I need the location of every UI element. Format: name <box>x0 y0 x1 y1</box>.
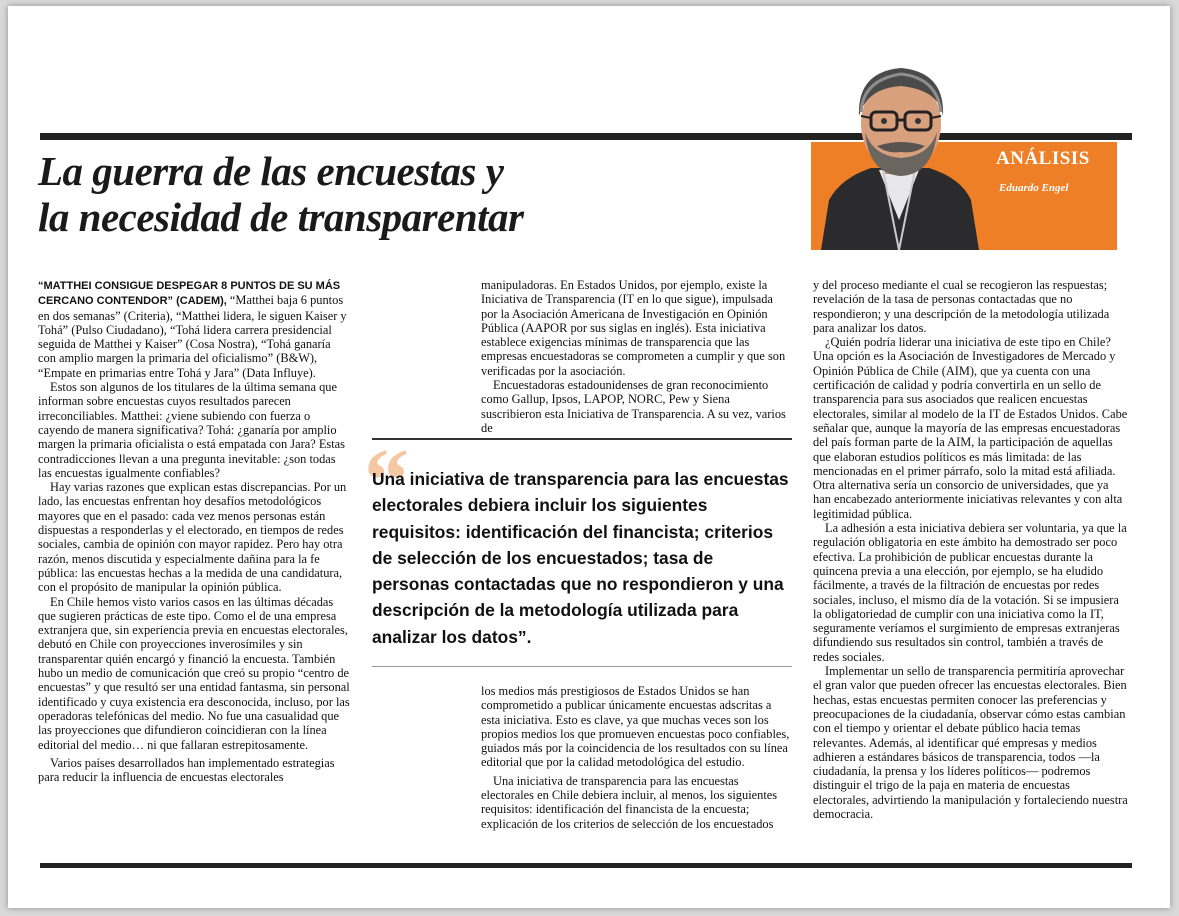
paragraph: y del proceso mediante el cual se recogieron las respuestas; revelación de la tasa de personas contactadas que no respondieron; y una descripción de la metodología utilizada para analizar los datos. <box>813 278 1110 335</box>
headline-line-2: la necesidad de transparentar <box>38 194 524 240</box>
lead-kicker: “MATTHEI CONSIGUE DESPEGAR 8 PUNTOS DE SU MÁS CERCANO CONTENDOR” (CADEM), <box>38 280 341 308</box>
section-label: ANÁLISIS <box>996 148 1090 169</box>
author-name: Eduardo Engel <box>999 182 1069 194</box>
pull-quote: Una iniciativa de transparencia para las encuestas electorales debiera incluir los siguientes requisitos: identificación del financista; criterios de selección de los encuestados; tasa de personas contactadas que no respondieron y una descripción de la metodología utilizada para analizar los datos”. <box>372 469 789 647</box>
lead-text: “Matthei baja 6 puntos en dos semanas” (Criteria), “Matthei lidera, le siguen Kaiser y Tohá” (Pulso Ciudadano), “Tohá lidera carrera presidencial seguida de Matthei y Kaiser” (Cosa Nostra), “Tohá ganaría con amplio margen la primaria del oficialismo” (B&W), “Empate en primarias entre Tohá y Jara” (Data Influye). <box>38 293 347 380</box>
paragraph: ¿Quién podría liderar una iniciativa de este tipo en Chile? Una opción es la Asociación de Investigadores de Mercado y Opinión Pública de Chile (AIM), que ya cuenta con una certificación de calidad y podría convertirla en un sello de transparencia para sus asociados que realicen encuestas electorales, similar al modelo de la IT de Estados Unidos. Cabe señalar que, aunque la mayoría de las empresas encuestadoras del país forman parte de la AIM, la participación de aquellas que elaboran estudios políticos es más limitada: de las mencionadas en el primer párrafo, solo la mitad está afiliada. Otra alternativa sería un consorcio de universidades, que ya han encabezado anteriormente iniciativas relevantes y con alta legitimidad pública. <box>813 335 1128 521</box>
quote-mark-icon: “ <box>364 431 409 530</box>
paragraph: En Chile hemos visto varios casos en las últimas décadas que sugieren prácticas de este tipo. Como el de una empresa extranjera que, sin experiencia previa en encuestas electorales, debutó en Chile con proyecciones inverosímiles y sin transparentar quién encargó y financió la encuesta. También hubo un medio de comunicación que creó su propio “centro de encuestas” y que resultó ser una entidad fantasma, sin personal identificado y cuya existencia era desconocida, incluso, por las operadoras telefónicas del medio. No fue una casualidad que las proyecciones que difundieron coincidieran con la línea editorial del medio… ni que fallaran estrepitosamente. <box>38 594 350 752</box>
bottom-rule <box>40 863 1132 868</box>
paragraph: La adhesión a esta iniciativa debiera ser voluntaria, ya que la regulación obligatoria en este ámbito ha demostrado ser poco efectiva. La prohibición de publicar encuestas durante la quincena previa a una elección, por ejemplo, se ha eludido fácilmente, a través de la filtración de encuestas por redes sociales, incluso, el mismo día de la votación. Si se impusiera la obligatoriedad de cumplir con una iniciativa como la IT, seguramente veríamos el surgimiento de empresas extranjeras difundiendo sus resultados sin control, también a través de redes sociales. <box>813 521 1127 664</box>
paragraph: los medios más prestigiosos de Estados Unidos se han comprometido a publicar únicamente encuestas adscritas a esta iniciativa. Esto es clave, ya que muchas veces son los propios medios los que promueven encuestas poco confiables, guiados más por la coincidencia de los resultados con su línea editorial que por la calidad metodológica del estudio. <box>481 684 790 770</box>
paragraph: Encuestadoras estadounidenses de gran reconocimiento como Gallup, Ipsos, LAPOP, NORC, Pew y Siena suscribieron esta Iniciativa de Transparencia. A su vez, varios de <box>481 378 786 435</box>
paragraph: Varios países desarrollados han implementado estrategias para reducir la influencia de encuestas electorales <box>38 755 335 785</box>
article-column-2-top <box>481 278 791 435</box>
paragraph: Hay varias razones que explican estas discrepancias. Por un lado, las encuestas enfrentan hoy desafíos metodológicos mayores que en el pasado: cada vez menos personas están dispuestas a responderlas y el electorado, en tiempos de redes sociales, cambia de opinión con mayor rapidez. Pero hay otra razón, menos discutida y especialmente dañina para la fe pública: las encuestas hechas a la medida de una candidatura, con el propósito de manipular la opinión pública. <box>38 480 347 595</box>
article-column-3 <box>813 278 1128 821</box>
pull-quote-top-rule <box>372 438 792 440</box>
article-column-2-bottom <box>481 684 791 831</box>
pull-quote-bottom-rule <box>372 666 792 667</box>
author-photo <box>811 50 986 250</box>
paragraph: Una iniciativa de transparencia para las encuestas electorales en Chile debiera incluir, al menos, los siguientes requisitos: identificación del financista de la encuesta; explicación de los criterios de selección de los encuestados <box>481 773 778 831</box>
paragraph: Estos son algunos de los titulares de la última semana que informan sobre encuestas cuyos resultados parecen irreconciliables. Matthei: ¿viene subiendo con fuerza o cayendo de manera significativa? Tohá: ¿ganaría por amplio margen la primaria oficialista o está empatada con Jara? Estas contradicciones llevan a una pregunta inevitable: ¿son todas las encuestas igualmente confiables? <box>38 380 345 480</box>
article-column-1 <box>38 278 350 784</box>
lead-paragraph <box>38 278 350 380</box>
headline <box>38 148 798 240</box>
paragraph: manipuladoras. En Estados Unidos, por ejemplo, existe la Iniciativa de Transparencia (IT en lo que sigue), impulsada por la Asociación Americana de Investigación en Opinión Pública (AAPOR por sus siglas en inglés). Esta iniciativa establece exigencias mínimas de transparencia que las empresas encuestadoras se comprometen a cumplir y que son verificadas por la asociación. <box>481 278 786 378</box>
paragraph: Implementar un sello de transparencia permitiría aprovechar el gran valor que pueden ofrecer las encuestas electorales. Bien hechas, estas encuestas permiten conocer las preferencias y preocupaciones de la ciudadanía, observar cómo estas cambian con el tiempo y orientar el debate público hacia temas relevantes. Además, al identificar qué empresas y medios adhieren a estándares básicos de transparencia, todos —la ciudadanía, la prensa y los líderes políticos— podremos distinguir el trigo de la paja en materia de encuestas electorales, advirtiendo la manipulación y fortaleciendo nuestra democracia. <box>813 664 1128 821</box>
headline-line-1: La guerra de las encuestas y <box>38 148 504 194</box>
newspaper-page <box>8 6 1170 908</box>
